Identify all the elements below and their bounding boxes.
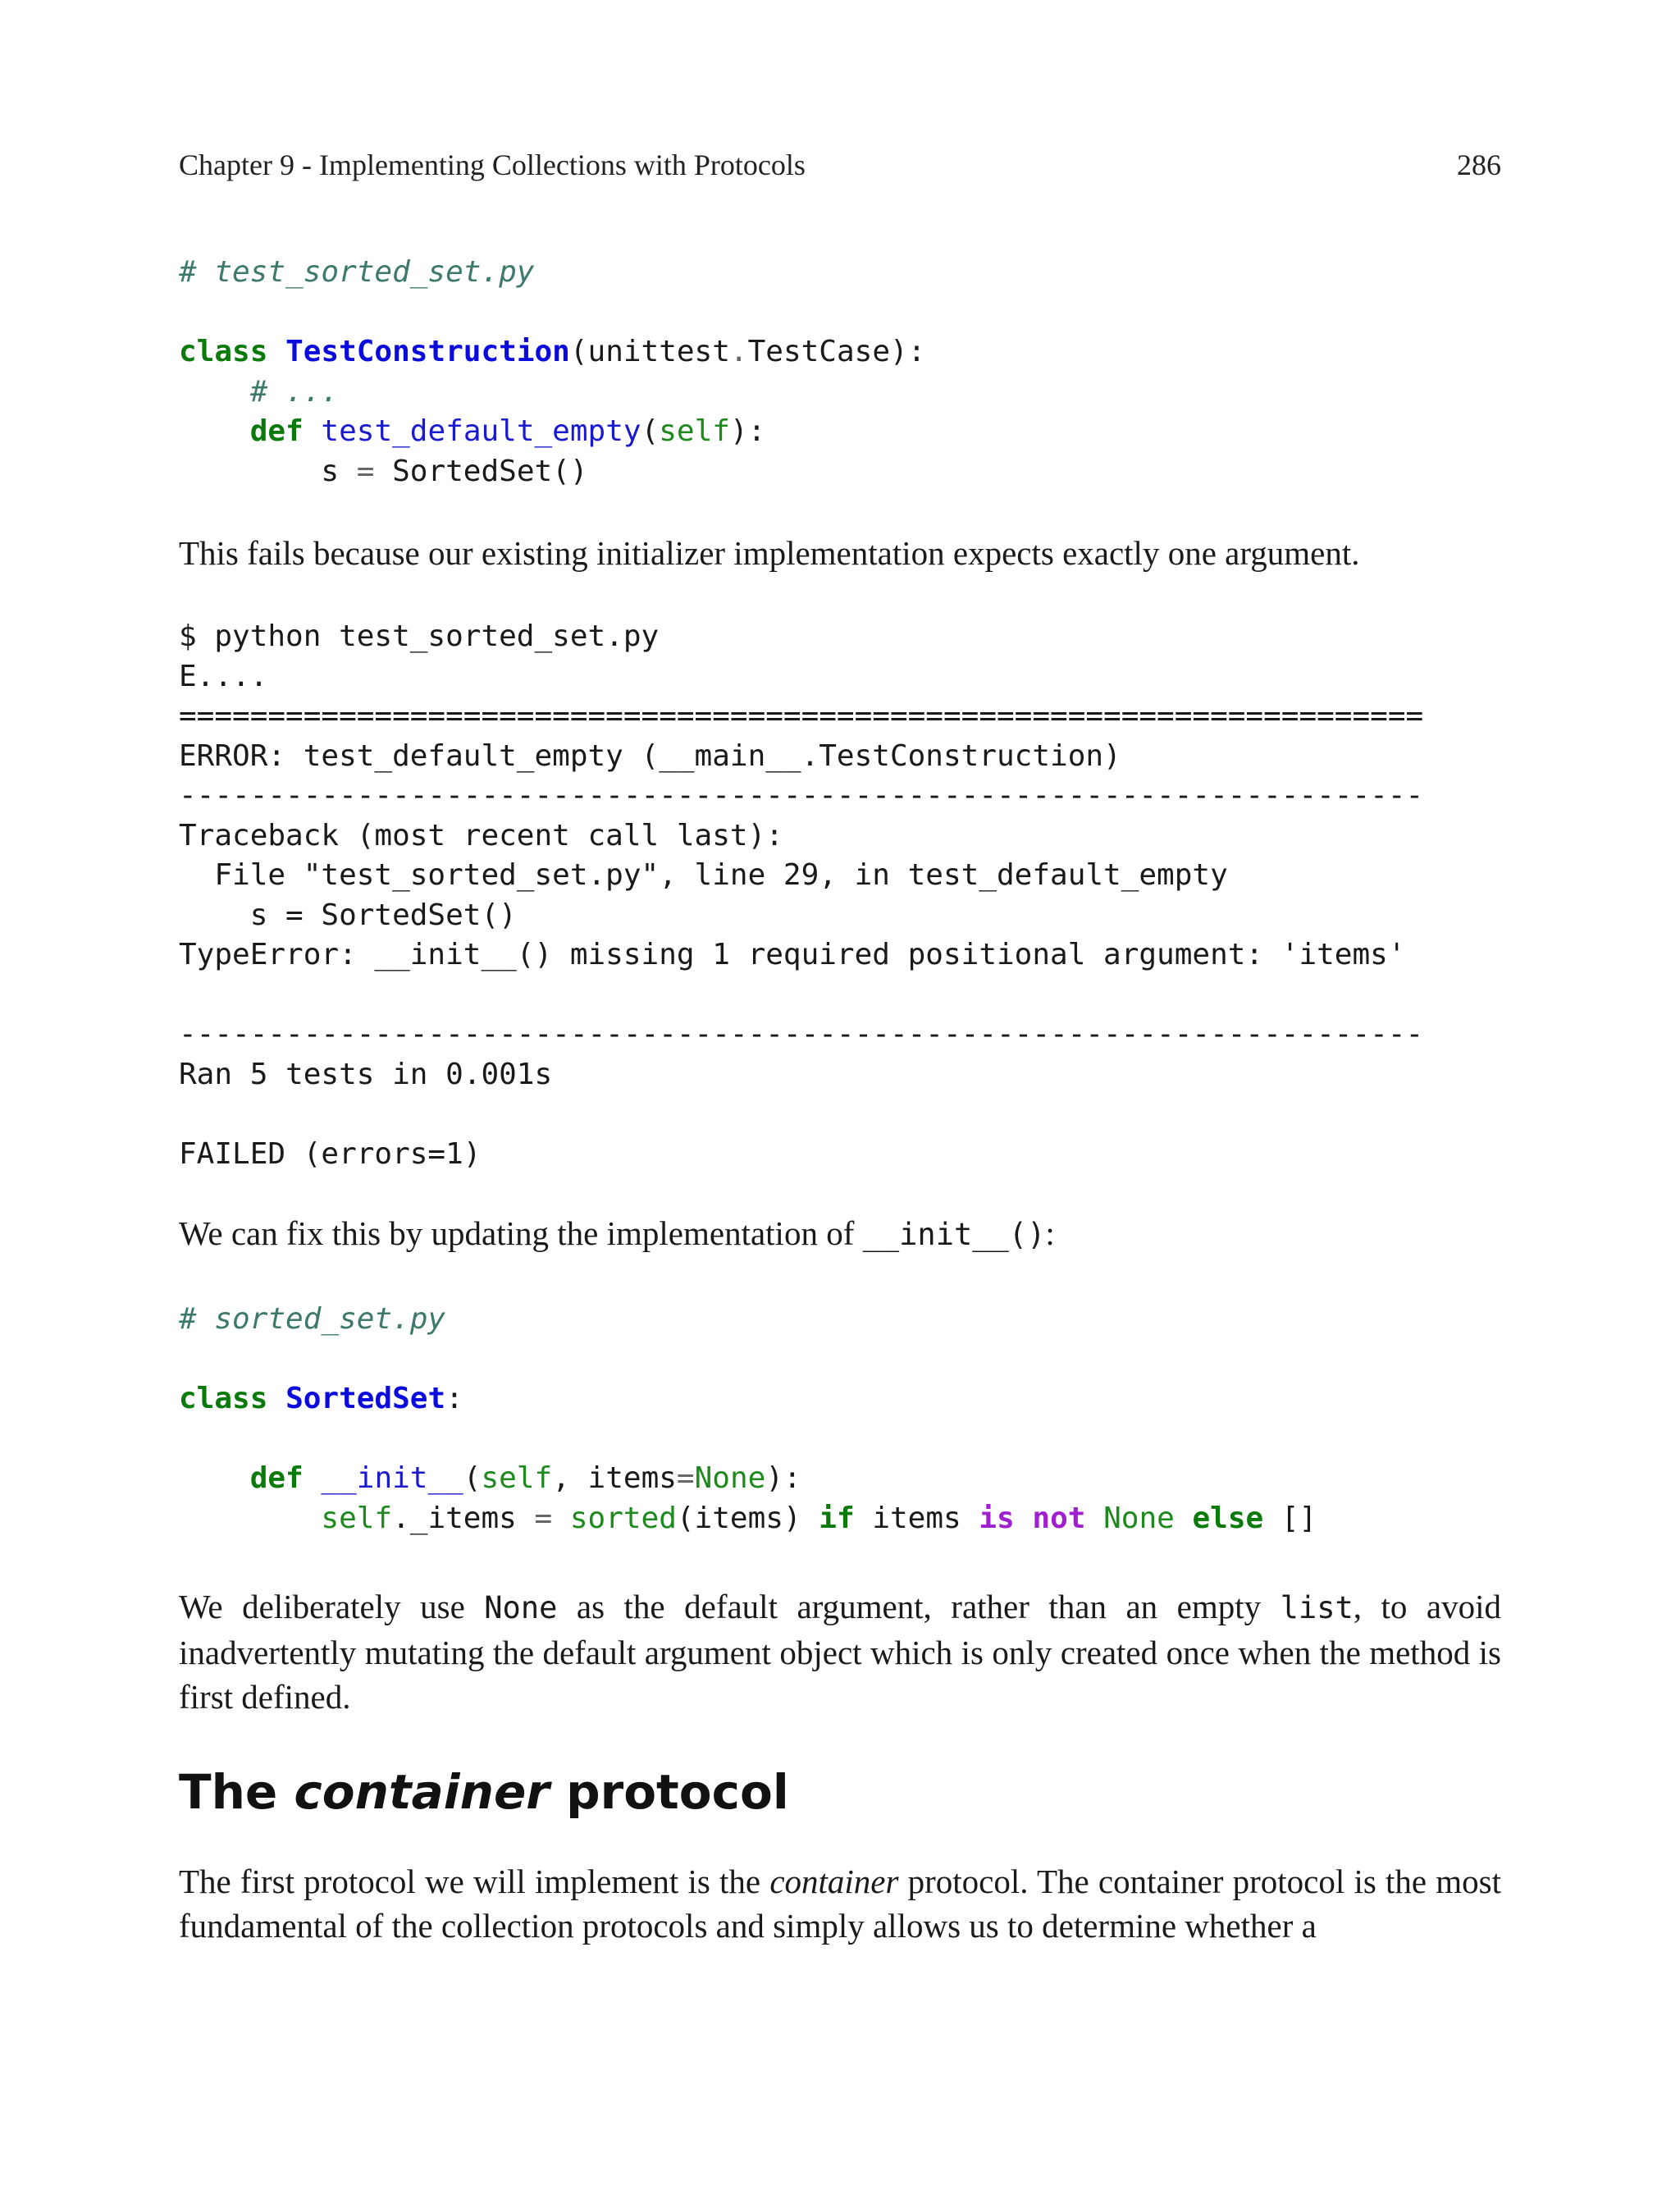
code-attr-rest: ._items [392, 1501, 535, 1535]
section-heading-container-protocol [179, 1764, 789, 1820]
code-paren-open: ( [463, 1461, 482, 1495]
code-sorted-builtin: sorted [569, 1501, 677, 1535]
code-comment-ellipsis: # ... [249, 374, 340, 409]
console-line: Traceback (most recent call last): [179, 818, 783, 853]
code-none-constant: None [694, 1461, 766, 1495]
code-keyword-else: else [1192, 1501, 1264, 1535]
code-dot: . [729, 335, 748, 368]
code-self: self [481, 1461, 553, 1495]
code-empty-list: [] [1263, 1501, 1317, 1535]
code-keyword-class: class [179, 1382, 268, 1415]
paragraph-fix-init-tail: : [1045, 1214, 1055, 1252]
console-line: ---------------------------------------------------------------------- [179, 1017, 1424, 1051]
console-line: Ran 5 tests in 0.001s [179, 1057, 553, 1091]
code-body-lhs: s [321, 454, 357, 488]
code-comment-filename: # sorted_set.py [179, 1302, 446, 1336]
paragraph-fix-init-text: We can fix this by updating the implementation of [179, 1214, 863, 1252]
code-equals: = [534, 1501, 553, 1535]
code-keyword-def: def [249, 1461, 304, 1495]
code-self-attr: self [321, 1501, 393, 1535]
code-class-name: SortedSet [285, 1382, 446, 1415]
code-paren-open: ( [641, 414, 660, 448]
code-class-base-name: TestCase): [747, 335, 926, 368]
page-number: 286 [1457, 149, 1501, 181]
console-line: ====================================================================== [179, 699, 1424, 733]
code-self: self [659, 414, 730, 448]
code-keyword-not: not [1032, 1501, 1086, 1535]
code-params: , items [552, 1461, 677, 1495]
paragraph-text: protocol. The container protocol is the most fundamental of the collection protocols and simply allows us to determine whether a [179, 1863, 1501, 1945]
inline-code-list: list [1280, 1590, 1354, 1625]
paragraph-text: as the default argument, rather than an empty [557, 1588, 1281, 1625]
console-line: s = SortedSet() [179, 898, 517, 932]
console-line: $ python test_sorted_set.py [179, 619, 660, 653]
code-function-name: test_default_empty [321, 414, 641, 448]
inline-code-none: None [484, 1590, 558, 1625]
paragraph-emphasis: container [769, 1863, 899, 1900]
paragraph-text: The first protocol we will implement is the [179, 1863, 770, 1900]
console-line: TypeError: __init__() missing 1 required positional argument: 'items' [179, 938, 1406, 971]
code-comment-filename: # test_sorted_set.py [179, 255, 535, 289]
paragraph-default-argument [179, 1584, 1501, 1719]
code-items: items [854, 1501, 979, 1535]
console-output-block [179, 617, 1423, 1174]
code-equals: = [356, 454, 375, 488]
paragraph-text: , to avoid inadvertently mutating the default argument object which is only created once when the method is first defined. [179, 1588, 1501, 1716]
console-line: ERROR: test_default_empty (__main__.TestConstruction) [179, 738, 1121, 773]
inline-code-init: __init__() [862, 1217, 1046, 1252]
code-paren-close: ): [729, 414, 766, 448]
code-class-base: (unittest [569, 335, 730, 368]
code-block-test-sorted-set [179, 253, 925, 491]
code-keyword-if: if [819, 1501, 855, 1535]
code-class-name: TestConstruction [285, 335, 570, 368]
heading-emphasis: container [294, 1764, 550, 1820]
paragraph-fix-init [179, 1211, 1501, 1257]
heading-text: The [179, 1764, 294, 1820]
code-keyword-class: class [179, 335, 268, 368]
console-line: FAILED (errors=1) [179, 1136, 482, 1171]
paragraph-container-intro [179, 1859, 1501, 1948]
code-sorted-args: (items) [676, 1501, 819, 1535]
paragraph-text: We deliberately use [179, 1588, 485, 1625]
chapter-title: Chapter 9 - Implementing Collections with Protocols [179, 149, 806, 181]
console-line: ---------------------------------------------------------------------- [179, 779, 1424, 812]
code-colon: : [445, 1382, 463, 1415]
code-body-rhs: SortedSet() [374, 454, 588, 488]
code-keyword-def: def [249, 414, 304, 448]
paragraph-initializer-fails: This fails because our existing initializer implementation expects exactly one argument. [179, 534, 1360, 572]
code-none-value: None [1085, 1501, 1193, 1535]
heading-text: protocol [549, 1764, 789, 1820]
console-line: File "test_sorted_set.py", line 29, in test_default_empty [179, 858, 1228, 892]
code-function-name: __init__ [321, 1461, 463, 1495]
code-equals: = [676, 1461, 695, 1495]
console-line: E.... [179, 659, 268, 693]
code-keyword-is: is [979, 1501, 1015, 1535]
code-params-close: ): [765, 1461, 801, 1495]
code-block-sorted-set [179, 1300, 1317, 1538]
running-header [179, 148, 1501, 182]
